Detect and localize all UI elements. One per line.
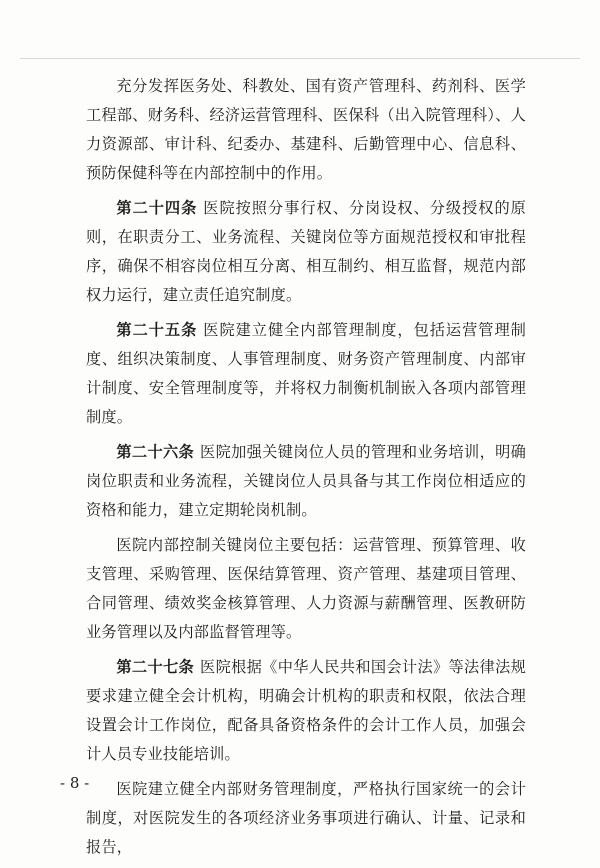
paragraph-4 <box>86 438 526 525</box>
article-heading: 第二十七条 <box>116 658 195 676</box>
header-rule <box>20 58 580 59</box>
document-body <box>86 72 526 868</box>
article-heading: 第二十五条 <box>116 321 198 339</box>
article-heading: 第二十六条 <box>116 443 195 461</box>
paragraph-3 <box>86 316 526 432</box>
paragraph-text: 充分发挥医务处、科教处、国有资产管理科、药剂科、医学工程部、财务科、经济运营管理科、医保科（出入院管理科）、人力资源部、审计科、纪委办、基建科、后勤管理中心、信息科、预防保健科等在内部控制中的作用。 <box>86 77 526 182</box>
paragraph-5 <box>86 531 526 647</box>
paragraph-text: 医院根据《中华人民共和国会计法》等法律法规要求建立健全会计机构，明确会计机构的职责和权限，依法合理设置会计工作岗位，配备具备资格条件的会计工作人员，加强会计人员专业技能培训。 <box>86 658 527 763</box>
paragraph-text: 医院按照分事行权、分岗设权、分级授权的原则，在职责分工、业务流程、关键岗位等方面规范授权和审批程序，确保不相容岗位相互分离、相互制约、相互监督，规范内部权力运行，建立责任追究制度。 <box>86 199 527 304</box>
paragraph-text: 医院建立健全内部管理制度，包括运营管理制度、组织决策制度、人事管理制度、财务资产管理制度、内部审计制度、安全管理制度等，并将权力制衡机制嵌入各项内部管理制度。 <box>86 321 527 426</box>
paragraph-2 <box>86 194 526 310</box>
paragraph-text: 医院加强关键岗位人员的管理和业务培训，明确岗位职责和业务流程，关键岗位人员具备与其工作岗位相适应的资格和能力，建立定期轮岗机制。 <box>86 443 527 519</box>
paragraph-text: 医院内部控制关键岗位主要包括：运营管理、预算管理、收支管理、采购管理、医保结算管理、资产管理、基建项目管理、合同管理、绩效奖金核算管理、人力资源与薪酬管理、医教研防业务管理以及内部监督管理等。 <box>86 536 526 641</box>
article-heading: 第二十四条 <box>116 199 198 217</box>
paragraph-1 <box>86 72 526 188</box>
page-number: - 8 - <box>60 774 90 792</box>
paragraph-6 <box>86 653 526 769</box>
paragraph-text: 医院建立健全内部财务管理制度，严格执行国家统一的会计制度，对医院发生的各项经济业务事项进行确认、计量、记录和报告， <box>86 780 526 856</box>
